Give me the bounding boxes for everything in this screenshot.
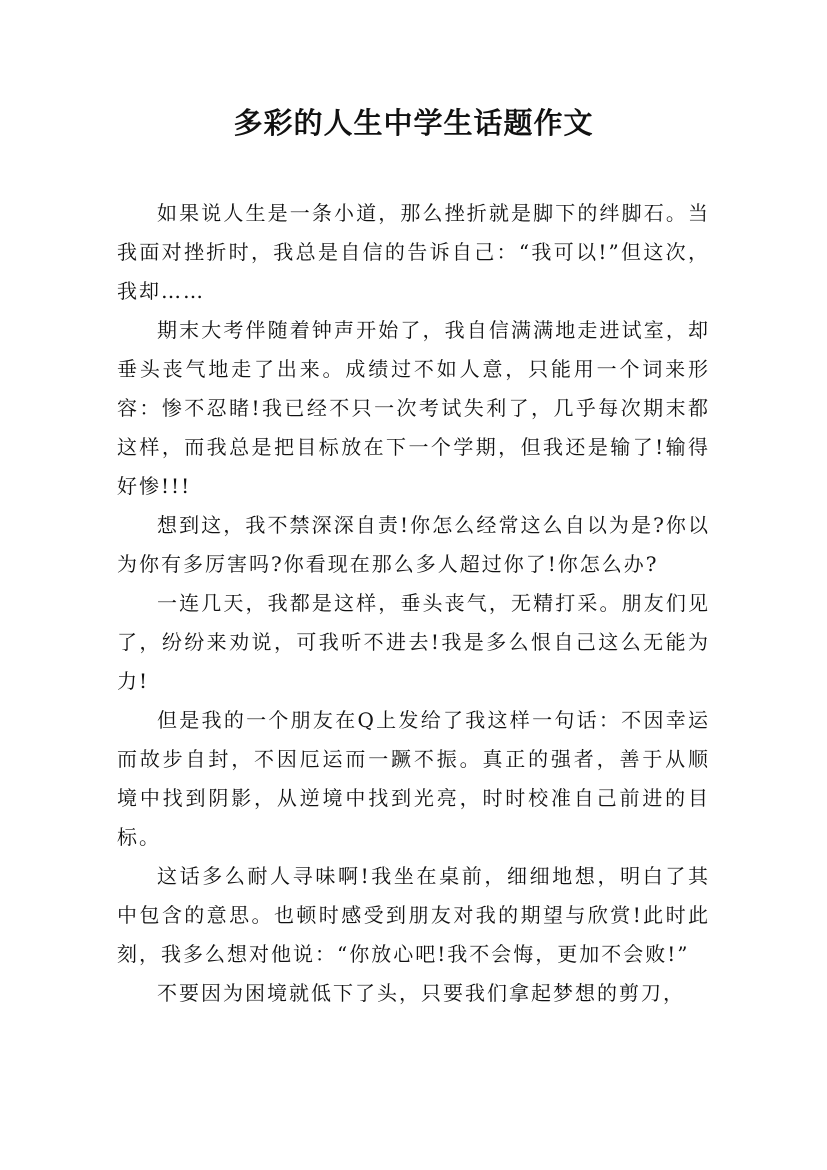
paragraph-5: 但是我的一个朋友在Q上发给了我这样一句话：不因幸运而故步自封，不因厄运而一蹶不振。真正的强者，善于从顺境中找到阴影，从逆境中找到光亮，时时校准自己前进的目标。 <box>117 708 710 849</box>
paragraph-3: 想到这，我不禁深深自责!你怎么经常这么自以为是?你以为你有多厉害吗?你看现在那么多人超过你了!你怎么办? <box>117 513 710 576</box>
paragraph-1: 如果说人生是一条小道，那么挫折就是脚下的绊脚石。当我面对挫折时，我总是自信的告诉自己：“我可以!”但这次，我却…… <box>117 201 710 303</box>
document-title: 多彩的人生中学生话题作文 <box>233 106 594 140</box>
paragraph-4: 一连几天，我都是这样，垂头丧气，无精打采。朋友们见了，纷纷来劝说，可我听不进去!我是多么恨自己这么无能为力! <box>117 591 710 693</box>
document-body <box>117 194 710 1013</box>
paragraph-2: 期末大考伴随着钟声开始了，我自信满满地走进试室，却垂头丧气地走了出来。成绩过不如人意，只能用一个词来形容：惨不忍睹!我已经不只一次考试失利了，几乎每次期末都这样，而我总是把目标放在下一个学期，但我还是输了!输得好惨!!! <box>117 318 710 498</box>
paragraph-7: 不要因为困境就低下了头，只要我们拿起梦想的剪刀， <box>157 981 685 1005</box>
paragraph-6: 这话多么耐人寻味啊!我坐在桌前，细细地想，明白了其中包含的意思。也顿时感受到朋友对我的期望与欣赏!此时此刻，我多么想对他说：“你放心吧!我不会悔，更加不会败!” <box>117 864 710 966</box>
